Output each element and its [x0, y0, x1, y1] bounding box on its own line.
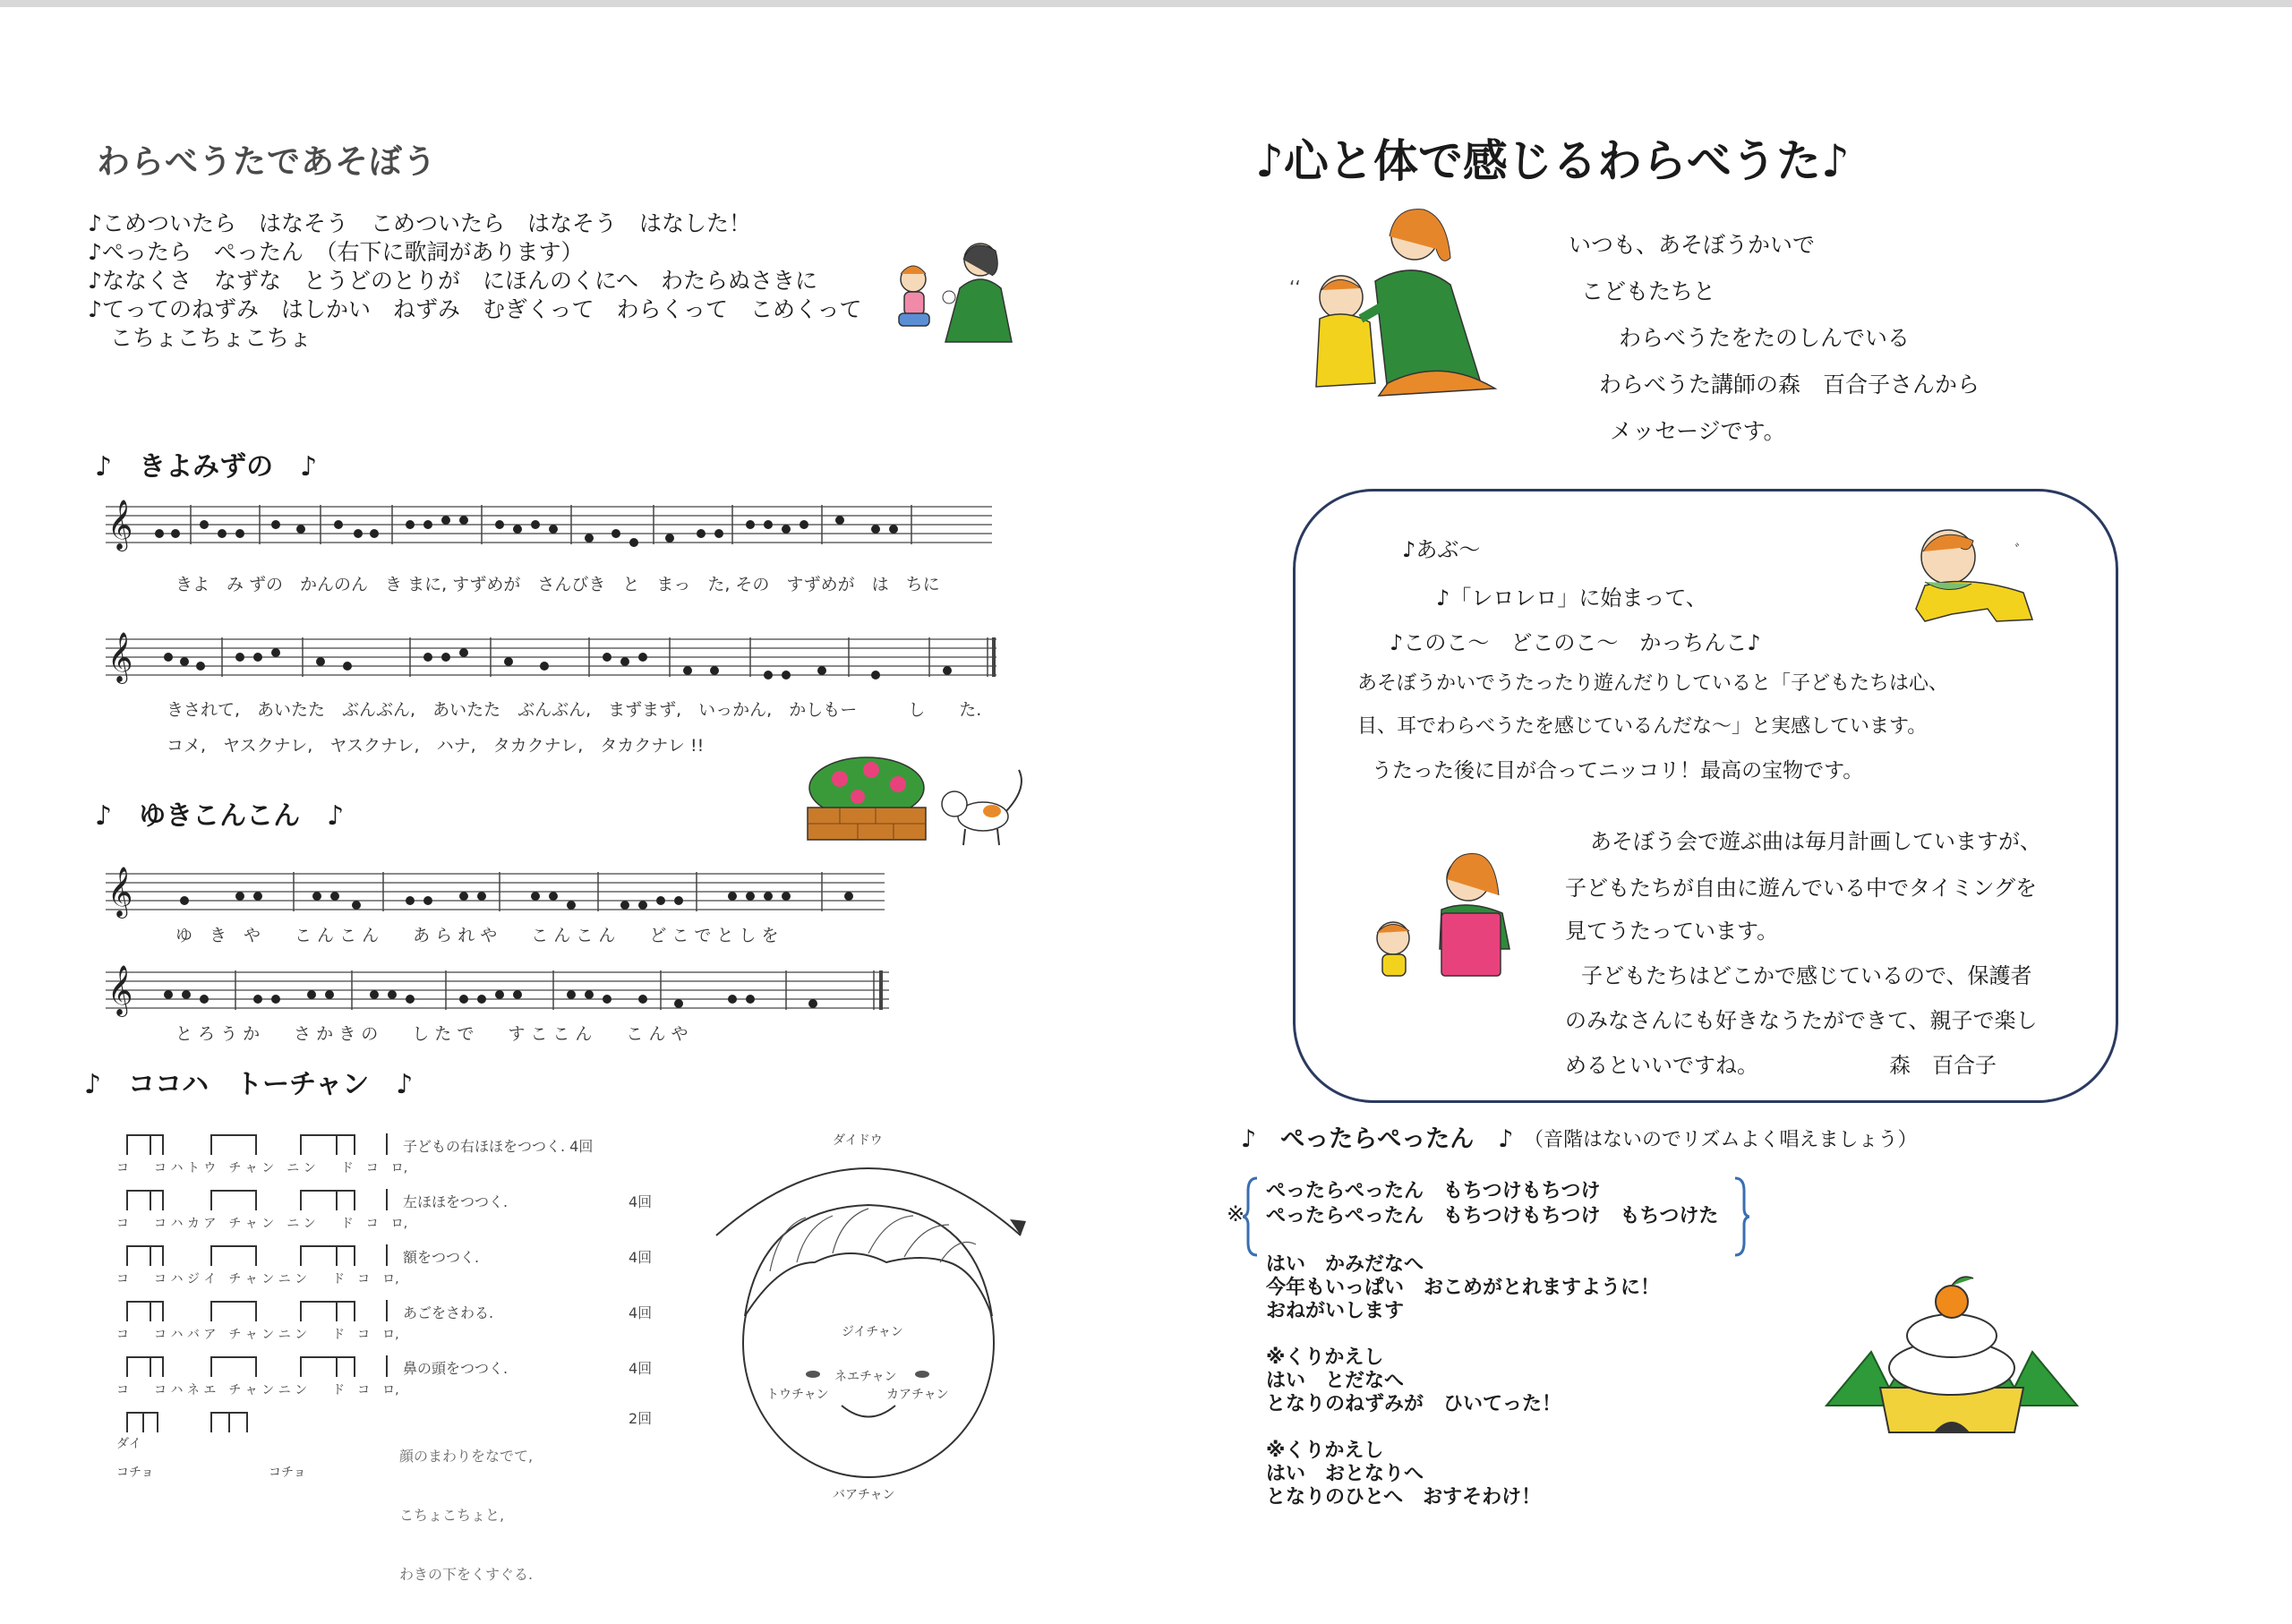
kokoha-last-action-line: こちょこちょと,: [399, 1507, 505, 1524]
yukikonkon-lyrics-2: と ろ う か さ か き の し た で す こ こ ん こ ん や: [175, 1024, 688, 1044]
face-label-jii: ジイチャン: [842, 1325, 903, 1339]
kocho-label-2: コチョ: [269, 1466, 306, 1480]
verse-line: ※くりかえし: [1266, 1346, 1384, 1369]
flower-box-cat-illustration: [804, 752, 1037, 850]
lyric-line-1: ♪こめついたら はなそう こめついたら はなそう はなした！: [88, 210, 751, 236]
verse-2: [1266, 1346, 1660, 1416]
mother-baby-illustration: [1289, 204, 1504, 401]
kokoha-syllables: コ コ ハ カ ア チ ャ ン ニ ン ド コ ロ,: [116, 1217, 408, 1231]
kokoha-action: 額をつつく.: [403, 1249, 480, 1266]
kokoha-action: 子どもの右ほほをつつく. 4回: [403, 1138, 594, 1155]
yukikonkon-staff-1: [106, 865, 885, 922]
kokoha-row-4: [116, 1296, 680, 1352]
kocho-label-1: コチョ: [116, 1466, 154, 1480]
svg-text:‘‘: ‘‘: [1289, 277, 1301, 298]
kokoha-row-1: [116, 1130, 680, 1185]
msg-b-line-3: 見てうたっています。: [1565, 919, 1779, 944]
kokoha-last-action-line: わきの下をくすぐる.: [399, 1566, 534, 1583]
lyric-line-3: ♪ななくさ なずな とうどのとりが にほんのくにへ わたらぬさきに: [88, 268, 817, 294]
yukikonkon-title: ♪ ゆきこんこん ♪: [95, 800, 345, 832]
verse-line: おねがいします: [1266, 1300, 1405, 1322]
rhythm-notation: [122, 1130, 399, 1157]
peekaboo-illustration: [1359, 842, 1520, 985]
msg-b-line-1: あそぼう会で遊ぶ曲は毎月計画していますが、: [1590, 829, 2041, 854]
right-page-title: ♪心と体で感じるわらべうた♪: [1255, 135, 1850, 187]
lyric-line-4: ♪てってのねずみ はしかい ねずみ むぎくって わらくって こめくって: [88, 296, 862, 322]
kokoha-action: 鼻の頭をつつく.: [403, 1360, 509, 1377]
lyrics-list: [88, 209, 861, 353]
pettara-chorus-2: ぺったらぺったん もちつけもちつけ もちつけた: [1266, 1205, 1719, 1227]
kiyomizu-lyrics-2: きされて, あいたた ぶんぶん, あいたた ぶんぶん, まずまず, いっかん, かしもー し た.: [167, 700, 982, 720]
svg-text:𝄞: 𝄞: [107, 632, 133, 682]
intro-line-3: わらべうたをたのしんでいる: [1619, 325, 1911, 351]
face-label-kaa: カアチャン: [886, 1388, 949, 1402]
msg-line-6: うたった後に目が合ってニッコリ！最高の宝物です。: [1372, 759, 1864, 782]
rhythm-notation: [122, 1241, 399, 1268]
face-diagram: [707, 1119, 1030, 1513]
kokoha-rhythm-table: [116, 1130, 680, 1583]
yukikonkon-staff-2: [106, 963, 894, 1021]
msg-line-3: ♪このこ～ どこのこ～ かっちんこ♪: [1390, 630, 1761, 655]
face-label-tou: トウチャン: [766, 1388, 829, 1402]
rhythm-notation: [122, 1352, 399, 1379]
kokoha-row-6: [116, 1407, 680, 1583]
intro-text: [1569, 227, 1980, 460]
verse-line: となりのねずみが ひいてった！: [1266, 1393, 1562, 1415]
kokoha-count: 4回: [629, 1360, 653, 1377]
page-top-edge: [0, 0, 2292, 7]
pettara-title: ♪ ぺったらぺったん ♪: [1241, 1125, 1514, 1153]
kokoha-syllables: コ コ ハ ネ エ チ ャ ン ニ ン ド コ ロ,: [116, 1383, 399, 1397]
rhythm-notation: [122, 1407, 301, 1434]
face-label-top: ダイドウ: [833, 1133, 883, 1148]
msg-b-line-4: 子どもたちはどこかで感じているので、保護者: [1581, 963, 2032, 988]
pettara-chorus-1: ぺったらぺったん もちつけもちつけ: [1266, 1180, 1601, 1202]
svg-text:ﾞ: ﾞ: [2014, 543, 2023, 561]
left-brace: [1243, 1175, 1261, 1259]
kokoha-row-5: [116, 1352, 680, 1407]
kokoha-action: 左ほほをつつく.: [403, 1193, 509, 1210]
repeat-mark: ※: [1227, 1201, 1245, 1227]
kokoha-count: 2回: [629, 1410, 653, 1427]
verse-1: [1266, 1253, 1660, 1323]
msg-line-1: ♪あぶ～: [1402, 537, 1481, 562]
intro-line-2: こどもたちと: [1581, 278, 1716, 304]
kagami-mochi-illustration: [1817, 1253, 2086, 1441]
verse-3: [1266, 1440, 1660, 1509]
svg-text:𝄞: 𝄞: [107, 867, 133, 917]
crawling-baby-illustration: [1889, 521, 2059, 637]
kokoha-count: 4回: [629, 1193, 653, 1210]
msg-b-line-2: 子どもたちが自由に遊んでいる中でタイミングを: [1565, 876, 2038, 901]
kokoha-row-3: [116, 1241, 680, 1296]
kokoha-title: ♪ ココハ トーチャン ♪: [84, 1069, 414, 1100]
verse-line: はい おとなりへ: [1266, 1463, 1424, 1485]
verse-line: ※くりかえし: [1266, 1440, 1384, 1462]
yukikonkon-lyrics-1: ゆ き や こ ん こ ん あ ら れ や こ ん こ ん ど こ で と し を: [175, 926, 779, 945]
kokoha-syllables: コ コ ハ ト ウ チ ャ ン ニ ン ド コ ロ,: [116, 1161, 408, 1175]
kokoha-last-action-line: 顔のまわりをなでて,: [399, 1448, 534, 1465]
verse-line: はい とだなへ: [1266, 1370, 1405, 1392]
svg-text:𝄞: 𝄞: [107, 500, 133, 550]
msg-line-5: 目、耳でわらべうたを感じているんだな～」と実感しています。: [1357, 715, 1928, 738]
kiyomizu-lyrics-1: きよ み ずの かんのん き まに, すずめが さんびき と まっ た, その すずめが は ちに: [175, 575, 940, 594]
kokoha-action: あごをさわる.: [403, 1304, 494, 1321]
left-page-title: わらべうたであそぼう: [97, 142, 437, 181]
rhythm-notation: [122, 1185, 399, 1212]
rhythm-notation: [122, 1296, 399, 1323]
msg-b-line-5: のみなさんにも好きなうたができて、親子で楽し: [1565, 1008, 2038, 1033]
msg-line-4: あそぼうかいでうたったり遊んだりしていると「子どもたちは心、: [1357, 672, 1949, 695]
mother-child-illustration: [886, 235, 1048, 360]
pettara-verses: [1266, 1253, 1660, 1509]
lyric-line-5: こちょこちょこちょ: [88, 325, 312, 351]
intro-line-5: メッセージです。: [1610, 418, 1786, 444]
kokoha-count: 4回: [629, 1249, 653, 1266]
face-label-nee: ネエチャン: [834, 1370, 897, 1384]
verse-line: はい かみだなへ: [1266, 1253, 1424, 1276]
kiyomizu-lyrics-3: コメ, ヤスクナレ, ヤスクナレ, ハナ, タカクナレ, タカクナレ !!: [167, 736, 705, 756]
kokoha-count: 4回: [629, 1304, 653, 1321]
pettara-note: （音階はないのでリズムよく唱えましょう）: [1524, 1129, 1918, 1151]
right-brace: [1732, 1175, 1749, 1259]
signature: 森 百合子: [1889, 1053, 1997, 1078]
kiyomizu-staff-2: [106, 630, 1001, 688]
kiyomizu-title: ♪ きよみずの ♪: [95, 451, 318, 483]
msg-line-2: ♪「レロレロ」に始まって、: [1436, 585, 1707, 611]
verse-line: 今年もいっぱい おこめがとれますように！: [1266, 1277, 1661, 1299]
verse-line: となりのひとへ おすそわけ！: [1266, 1486, 1542, 1509]
intro-line-1: いつも、あそぼうかいで: [1569, 232, 1816, 258]
dai-label: ダイ: [116, 1437, 141, 1451]
msg-b-line-6: めるといいですね。: [1565, 1053, 1758, 1078]
kokoha-syllables: コ コ ハ バ ア チ ャ ン ニ ン ド コ ロ,: [116, 1328, 399, 1342]
kiyomizu-staff-1: [106, 498, 992, 555]
kokoha-row-2: [116, 1185, 680, 1241]
face-label-baa: バアチャン: [833, 1488, 895, 1502]
lyric-line-2: ♪ぺったら ぺったん （右下に歌詞があります）: [88, 239, 584, 265]
svg-text:𝄞: 𝄞: [107, 965, 133, 1015]
intro-line-4: わらべうた講師の森 百合子さんから: [1599, 372, 1980, 397]
kokoha-syllables: コ コ ハ ジ イ チ ャ ン ニ ン ド コ ロ,: [116, 1272, 399, 1286]
kokoha-last-action: [399, 1407, 533, 1624]
